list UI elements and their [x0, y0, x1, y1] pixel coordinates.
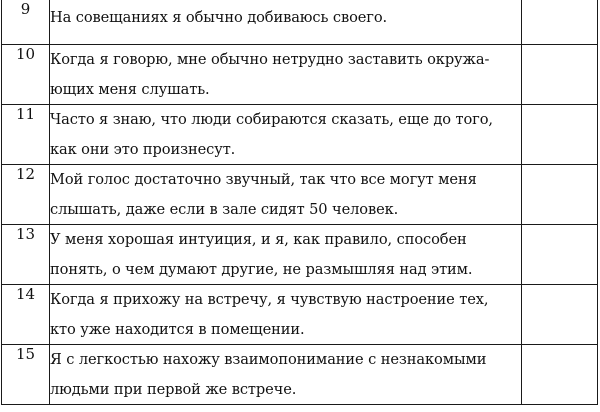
answer-cell[interactable]	[522, 165, 598, 225]
table-row	[2, 285, 598, 345]
table-row	[2, 165, 598, 225]
statement-line: слышать, даже если в зале сидят 50 человек.	[50, 200, 399, 218]
answer-cell[interactable]	[522, 105, 598, 165]
answer-cell[interactable]	[522, 225, 598, 285]
statement-line: кто уже находится в помещении.	[50, 320, 305, 338]
statement-line: понять, о чем думают другие, не размышляя над этим.	[50, 260, 473, 278]
statement-line: У меня хорошая интуиция, и я, как правило, способен	[50, 231, 467, 248]
item-number: 15	[2, 345, 50, 405]
answer-cell[interactable]	[522, 285, 598, 345]
answer-cell[interactable]	[522, 0, 598, 45]
statement-line: Часто я знаю, что люди собираются сказать, еще до того,	[50, 111, 493, 128]
questionnaire-table	[1, 0, 598, 405]
table-row	[2, 345, 598, 405]
table-row	[2, 225, 598, 285]
item-number: 13	[2, 225, 50, 285]
item-statement	[50, 0, 522, 45]
statement-line: На совещаниях я обычно добиваюсь своего.	[50, 9, 388, 26]
statement-line: Когда я прихожу на встречу, я чувствую настроение тех,	[50, 291, 489, 308]
statement-line: как они это произнесут.	[50, 140, 236, 158]
statement-line: Мой голос достаточно звучный, так что все могут меня	[50, 171, 477, 188]
table-row	[2, 0, 598, 45]
table-row	[2, 105, 598, 165]
item-statement	[50, 285, 522, 345]
item-number: 10	[2, 45, 50, 105]
item-number: 9	[2, 0, 50, 45]
statement-line: ющих меня слушать.	[50, 80, 210, 98]
statement-line: людьми при первой же встрече.	[50, 380, 297, 398]
item-number: 11	[2, 105, 50, 165]
item-statement	[50, 345, 522, 405]
item-statement	[50, 45, 522, 105]
item-statement	[50, 225, 522, 285]
answer-cell[interactable]	[522, 345, 598, 405]
statement-line: Когда я говорю, мне обычно нетрудно заставить окружа-	[50, 51, 490, 68]
statement-line: Я с легкостью нахожу взаимопонимание с незнакомыми	[50, 351, 487, 368]
item-statement	[50, 165, 522, 225]
item-number: 14	[2, 285, 50, 345]
table-row	[2, 45, 598, 105]
item-statement	[50, 105, 522, 165]
answer-cell[interactable]	[522, 45, 598, 105]
item-number: 12	[2, 165, 50, 225]
